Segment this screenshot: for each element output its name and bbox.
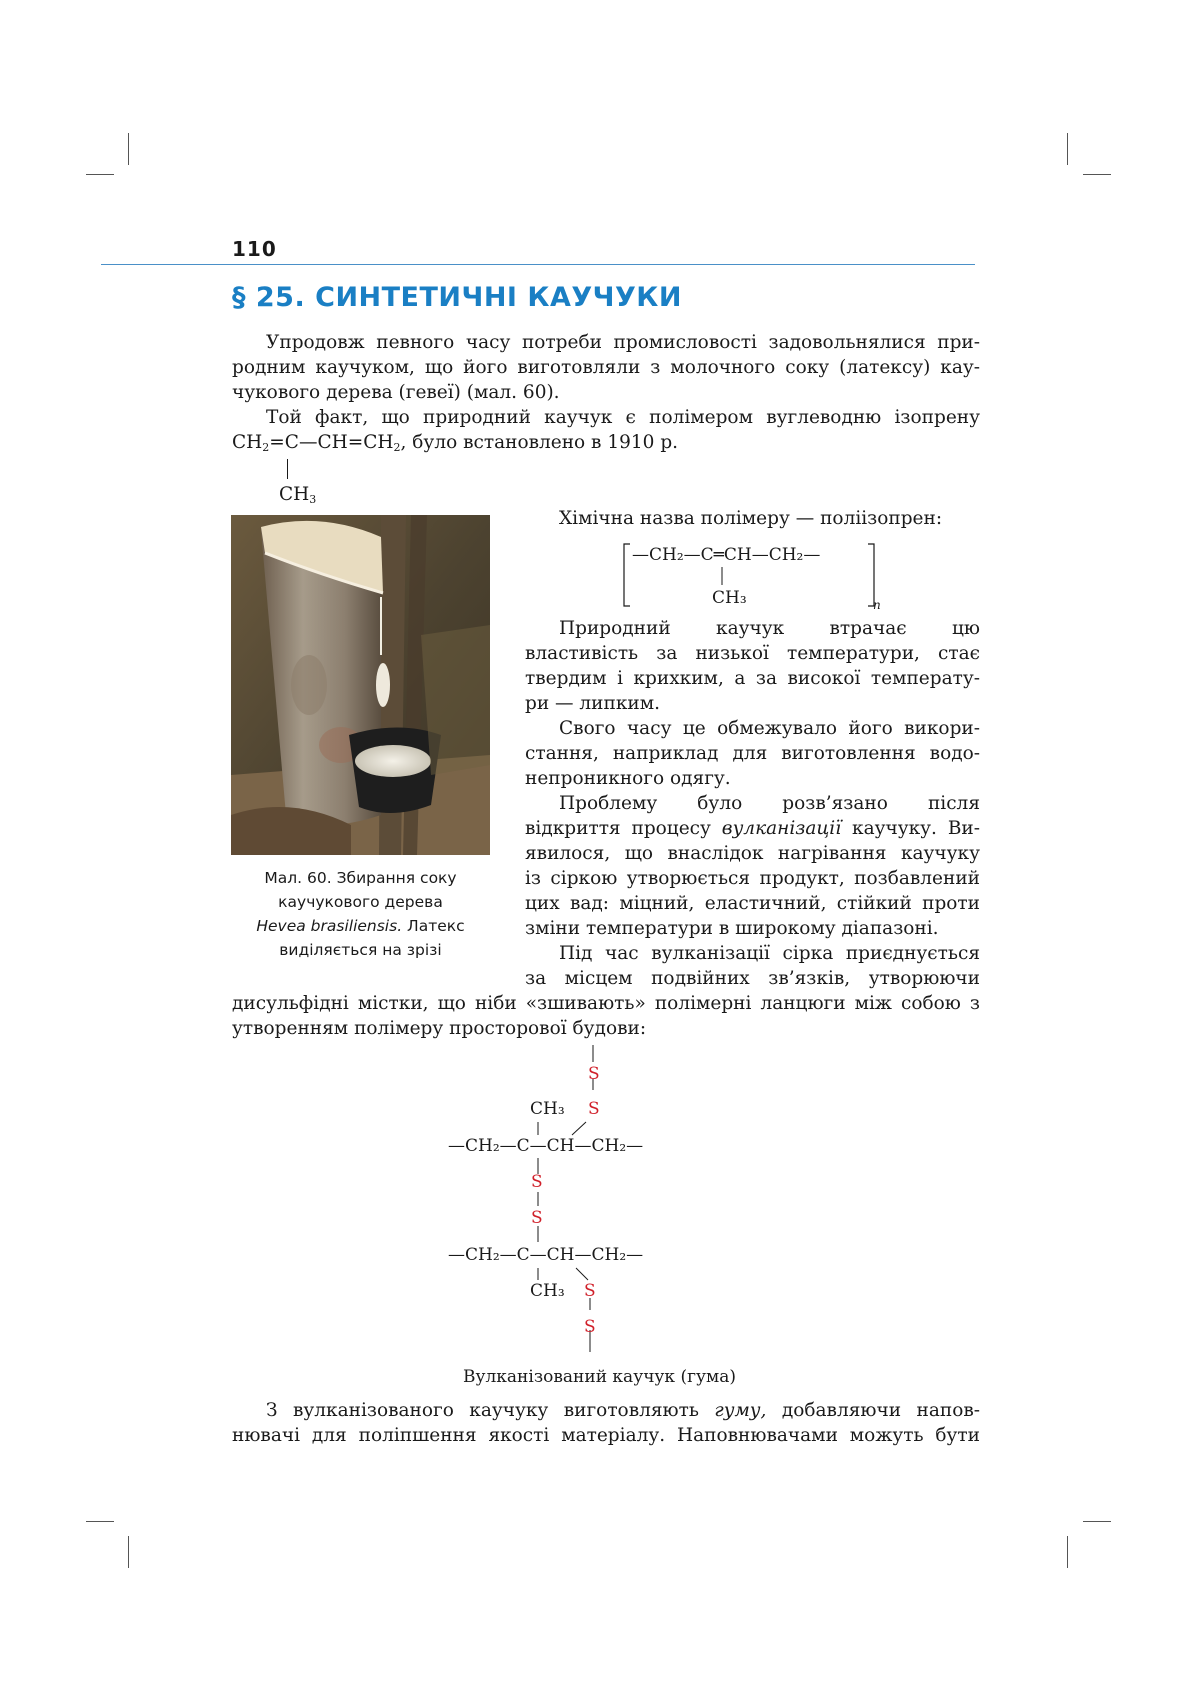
polyisoprene-n: n [873, 598, 881, 612]
polyisoprene-ch3: CH₃ [712, 588, 747, 608]
structure-caption: Вулканізований каучук (гума) [463, 1367, 736, 1387]
right-col-line: цих вад: міцний, еластичний, стійкий проти [525, 893, 980, 914]
crop-mark [128, 1536, 129, 1568]
caption-line: каучукового дерева [278, 893, 443, 911]
isoprene-ch3: $CH_3$ [279, 484, 317, 506]
right-col-line: явилося, що внаслідок нагрівання каучуку [525, 843, 980, 864]
para2-tail: , було встановлено в 1910 р. [400, 432, 679, 453]
para2-line1: Той факт, що природний каучук є полімером вуглеводню ізопрену [266, 407, 980, 428]
rubber-tree-photo [231, 515, 490, 855]
full-width-line: дисульфідні містки, що ніби «зшивають» полімерні ланцюги між собою з [232, 993, 980, 1014]
right-col-line: ри — липким. [525, 693, 661, 714]
methyl-group: CH₃ [530, 1099, 565, 1119]
caption-line: Hevea brasiliensis. Латекс [256, 917, 465, 935]
sulfur-atom: S [584, 1317, 596, 1337]
right-col-line: стання, наприклад для виготовлення водо- [525, 743, 980, 764]
section-title: § 25. СИНТЕТИЧНІ КАУЧУКИ [232, 282, 682, 313]
crop-mark [86, 1521, 114, 1522]
crop-mark [128, 133, 129, 165]
right-col-line: Проблему було розв’язано після [559, 793, 980, 814]
last-para-line: нювачі для поліпшення якості матеріалу. Наповнювачами можуть бути [232, 1425, 980, 1446]
para1-line1: Упродовж певного часу потреби промисловості задовольнялися при- [266, 332, 980, 353]
caption-line: виділяється на зрізі [279, 941, 442, 959]
crop-mark [1067, 1536, 1068, 1568]
crop-mark [86, 174, 114, 175]
right-col-line: відкриття процесу вулканізації каучуку. Ви- [525, 818, 981, 839]
right-col-line: зміни температури в широкому діапазоні. [525, 918, 939, 939]
isoprene-bond [287, 459, 288, 479]
right-col-line: непроникного одягу. [525, 768, 731, 789]
right-col-line: із сіркою утворюється продукт, позбавлений [525, 868, 980, 889]
para1-line3: чукового дерева (гевеї) (мал. 60). [232, 382, 560, 403]
isoprene-ch2-a: CH [232, 432, 263, 453]
right-col-line: Під час вулканізації сірка приєднується [559, 943, 980, 964]
right-col-line: за місцем подвійних зв’язків, утворюючи [525, 968, 980, 989]
para2-line2: $CH_2=C—CH=CH_2$, було встановлено в 1910 р. [232, 432, 679, 454]
caption-line: Мал. 60. Збирання соку [264, 869, 457, 887]
right-col-line: Свого часу це обмежувало його викори- [559, 718, 980, 739]
latex-collection-image [231, 515, 490, 855]
right-col-line: твердим і крихким, а за високої температу- [525, 668, 980, 689]
page-number: 110 [232, 237, 277, 261]
last-para-line: З вулканізованого каучуку виготовляють гуму, добавляючи напов- [266, 1400, 980, 1421]
crop-mark [1083, 1521, 1111, 1522]
sulfur-atom: S [584, 1281, 596, 1301]
vulcanized-structure-bonds [440, 1040, 700, 1360]
right-col-line: Хімічна назва полімеру — поліізопрен: [559, 508, 943, 529]
header-rule [101, 264, 975, 265]
sulfur-atom: S [588, 1099, 600, 1119]
right-col-line: Природний каучук втрачає цю [559, 618, 980, 639]
polymer-chain-lower: —CH₂—C—CH—CH₂— [448, 1245, 644, 1265]
sulfur-atom: S [531, 1172, 543, 1192]
crop-mark [1083, 174, 1111, 175]
crop-mark [1067, 133, 1068, 165]
sulfur-atom: S [531, 1208, 543, 1228]
right-col-line: властивість за низької температури, стає [525, 643, 980, 664]
full-width-line: утворенням полімеру просторової будови: [232, 1018, 647, 1039]
polyisoprene-chain: —CH₂—C═CH—CH₂— [632, 545, 821, 565]
polymer-chain-upper: —CH₂—C—CH—CH₂— [448, 1136, 644, 1156]
isoprene-chain: =C—CH=CH [269, 432, 394, 453]
methyl-group: CH₃ [530, 1281, 565, 1301]
figure-caption [231, 866, 490, 962]
sulfur-atom: S [588, 1064, 600, 1084]
para1-line2: родним каучуком, що його виготовляли з молочного соку (латексу) кау- [232, 357, 980, 378]
